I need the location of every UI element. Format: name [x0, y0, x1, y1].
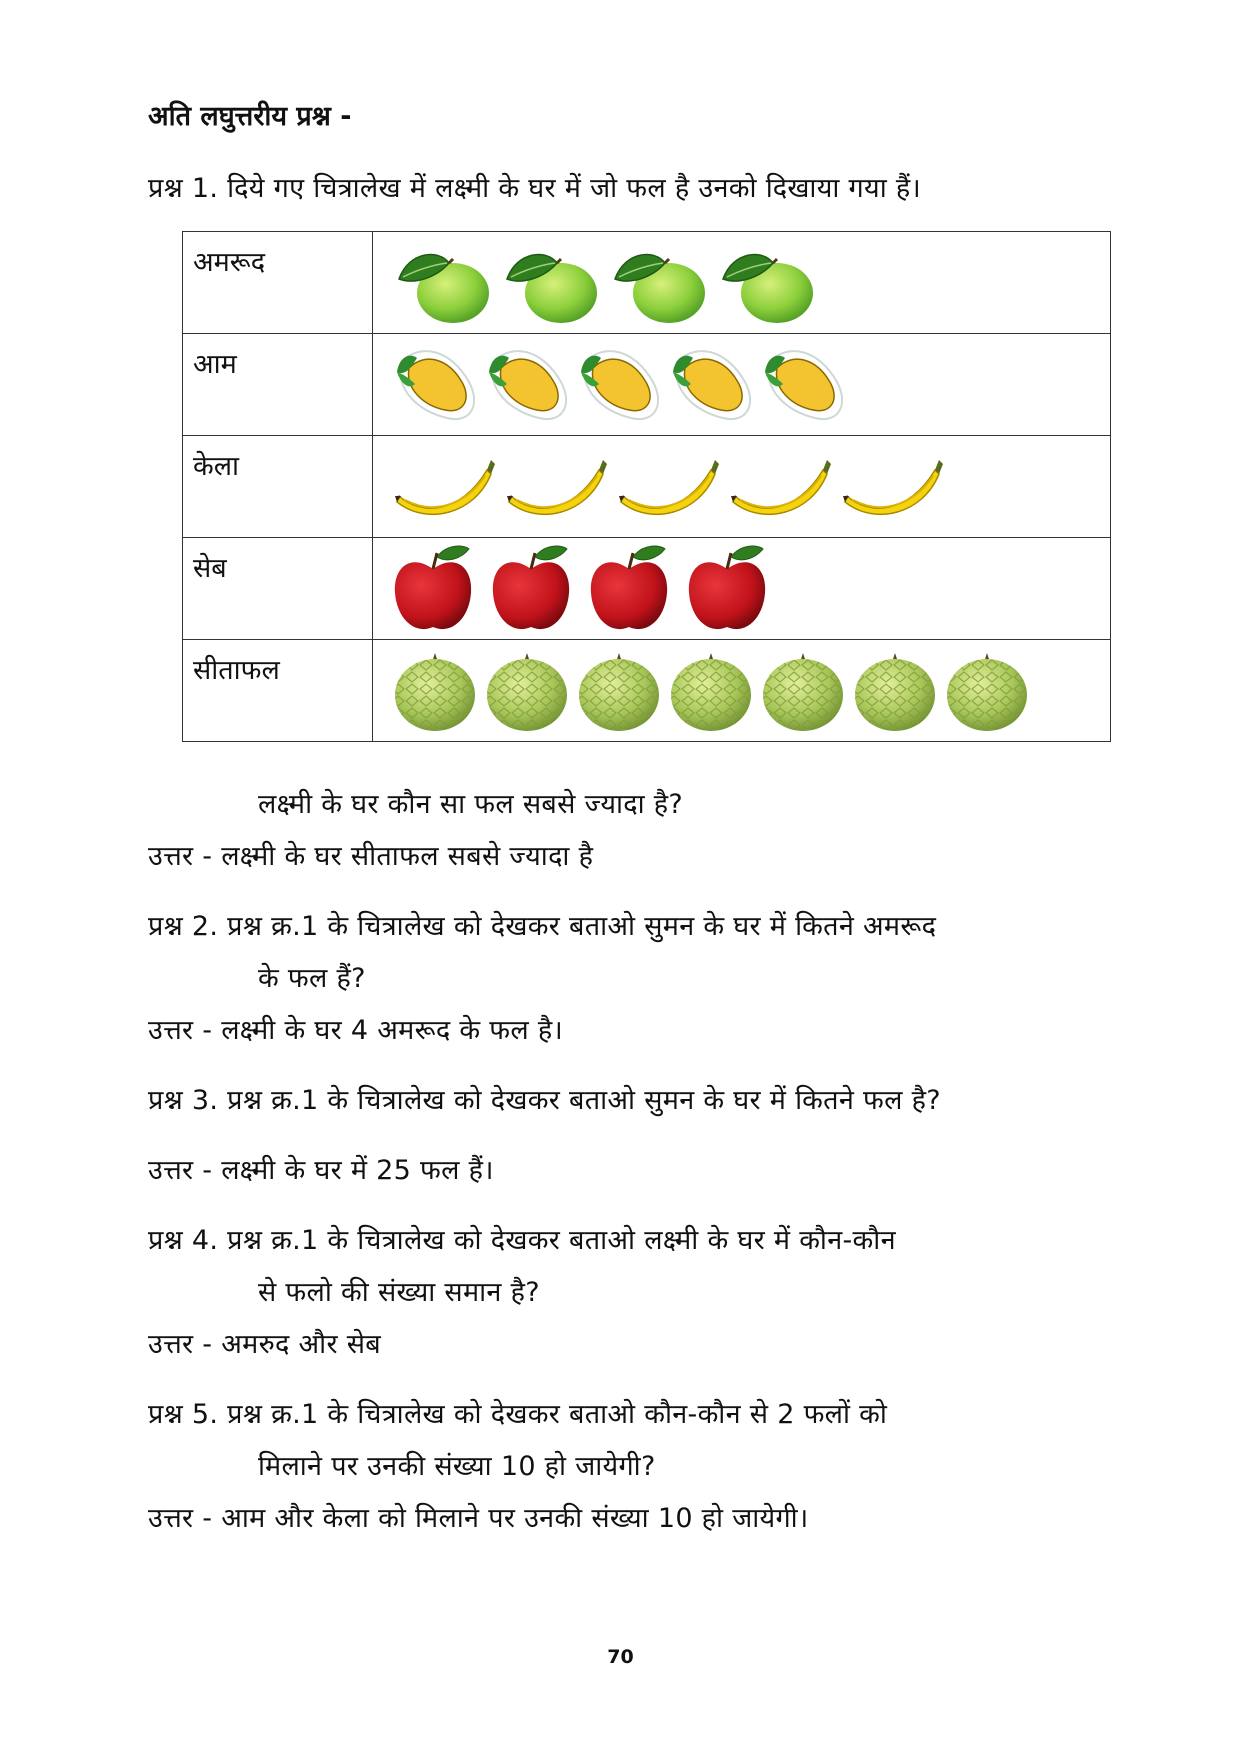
- pictograph-row: [183, 436, 1111, 538]
- banana-icon: [615, 452, 727, 522]
- fruit-icons-cell: [373, 538, 1111, 640]
- answer-3: उत्तर - लक्ष्मी के घर में 25 फल हैं।: [148, 1155, 494, 1186]
- mango-icon: [483, 342, 575, 428]
- question-1-subquestion: लक्ष्मी के घर कौन सा फल सबसे ज्यादा है?: [258, 789, 684, 820]
- guava-icon: [391, 241, 499, 325]
- page-number: 70: [607, 1646, 634, 1668]
- question-3: प्रश्न 3. प्रश्न क्र.1 के चित्रालेख को देखकर बताओ सुमन के घर में कितने फल है?: [148, 1085, 941, 1116]
- question-5-line-2: मिलाने पर उनकी संख्या 10 हो जायेगी?: [258, 1451, 656, 1482]
- custard-apple-icon: [483, 647, 575, 735]
- mango-icon: [759, 342, 851, 428]
- mango-icon: [667, 342, 759, 428]
- fruit-icons-cell: [373, 436, 1111, 538]
- pictograph-row: [183, 334, 1111, 436]
- apple-icon: [489, 543, 587, 635]
- fruit-icons-cell: [373, 640, 1111, 742]
- question-4-line-1: प्रश्न 4. प्रश्न क्र.1 के चित्रालेख को देखकर बताओ लक्ष्मी के घर में कौन-कौन: [148, 1225, 896, 1256]
- pictograph-row: [183, 538, 1111, 640]
- question-1: प्रश्न 1. दिये गए चित्रालेख में लक्ष्मी के घर में जो फल है उनको दिखाया गया हैं।: [148, 173, 922, 204]
- fruit-label: केला: [183, 436, 373, 538]
- section-heading: अति लघुत्तरीय प्रश्न -: [148, 101, 352, 132]
- custard-apple-icon: [391, 647, 483, 735]
- question-2-line-2: के फल हैं?: [258, 963, 366, 994]
- banana-icon: [503, 452, 615, 522]
- apple-icon: [685, 543, 783, 635]
- pictograph-table: [182, 231, 1111, 742]
- fruit-icons-cell: [373, 232, 1111, 334]
- fruit-icons-cell: [373, 334, 1111, 436]
- fruit-label: सेब: [183, 538, 373, 640]
- answer-4: उत्तर - अमरुद और सेब: [148, 1329, 381, 1360]
- guava-icon: [499, 241, 607, 325]
- question-2-line-1: प्रश्न 2. प्रश्न क्र.1 के चित्रालेख को देखकर बताओ सुमन के घर में कितने अमरूद: [148, 911, 937, 942]
- pictograph-row: [183, 640, 1111, 742]
- apple-icon: [391, 543, 489, 635]
- custard-apple-icon: [759, 647, 851, 735]
- custard-apple-icon: [943, 647, 1035, 735]
- answer-2: उत्तर - लक्ष्मी के घर 4 अमरूद के फल है।: [148, 1015, 564, 1046]
- fruit-label: आम: [183, 334, 373, 436]
- custard-apple-icon: [667, 647, 759, 735]
- answer-5: उत्तर - आम और केला को मिलाने पर उनकी संख्या 10 हो जायेगी।: [148, 1503, 809, 1534]
- custard-apple-icon: [851, 647, 943, 735]
- mango-icon: [391, 342, 483, 428]
- banana-icon: [839, 452, 951, 522]
- answer-1: उत्तर - लक्ष्मी के घर सीताफल सबसे ज्यादा है: [148, 841, 594, 872]
- banana-icon: [391, 452, 503, 522]
- fruit-label: अमरूद: [183, 232, 373, 334]
- guava-icon: [607, 241, 715, 325]
- question-5-line-1: प्रश्न 5. प्रश्न क्र.1 के चित्रालेख को देखकर बताओ कौन-कौन से 2 फलों को: [148, 1399, 888, 1430]
- question-4-line-2: से फलो की संख्या समान है?: [258, 1277, 540, 1308]
- guava-icon: [715, 241, 823, 325]
- fruit-label: सीताफल: [183, 640, 373, 742]
- mango-icon: [575, 342, 667, 428]
- custard-apple-icon: [575, 647, 667, 735]
- pictograph-row: [183, 232, 1111, 334]
- banana-icon: [727, 452, 839, 522]
- apple-icon: [587, 543, 685, 635]
